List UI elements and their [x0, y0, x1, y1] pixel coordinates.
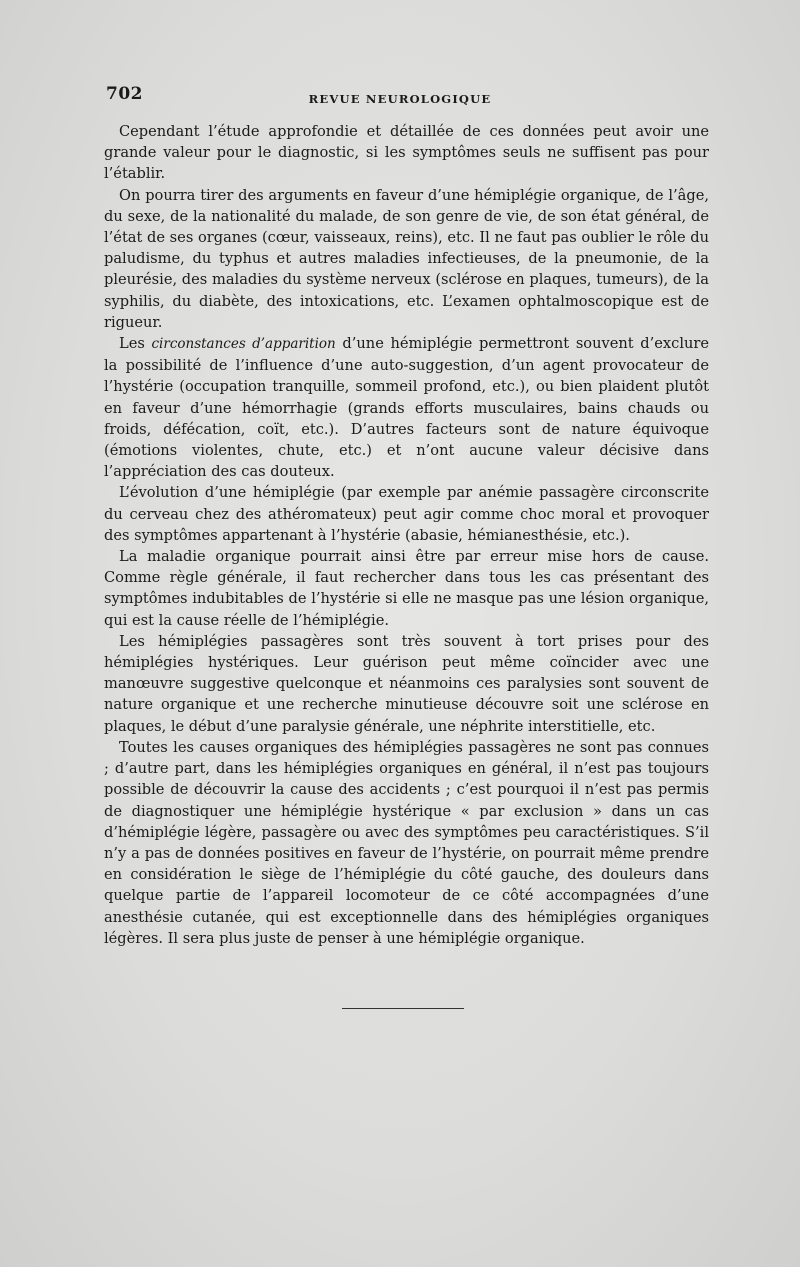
paragraph-4: L’évolution d’une hémiplégie (par exemple par anémie passagère circonscrite du cerveau chez des athéromateux) peut agir comme choc moral et provoquer des symptômes appartenant à l’hystérie (abasie, hémianesthésie, etc.).: [104, 484, 709, 544]
end-rule: [342, 1008, 464, 1009]
paragraph-3-rest: d’une hémiplégie permettront souvent d’exclure la possibilité de l’influence d’une auto-suggestion, d’un agent provocateur de l’hystérie (occupation tranquille, sommeil profond, etc.), ou bien plaident plutôt en faveur d’une hémorrhagie (grands efforts musculaires, bains chauds ou froids, défécation, coït, etc.). D’autres facteurs sont de nature équivoque (émotions violentes, chute, etc.) et n’ont aucune valeur décisive dans l’appréciation des cas douteux.: [104, 335, 709, 481]
paragraph-7: Toutes les causes organiques des hémiplégies passagères ne sont pas connues ; d’autre part, dans les hémiplégies organiques en général, il n’est pas toujours possible de découvrir la cause des accidents ; c’est pourquoi il n’est pas permis de diagnostiquer une hémiplégie hystérique « par exclusion » dans un cas d’hémiplégie légère, passagère ou avec des symptômes peu caractéristiques. S’il n’y a pas de données positives en faveur de l’hystérie, on pourrait même prendre en considération le siège de l’hémiplégie du côté gauche, des douleurs dans quelque partie de l’appareil locomoteur de ce côté accompagnées d’une anesthésie cutanée, qui est exceptionnelle dans des hémiplégies organiques légères. Il sera plus juste de penser à une hémiplégie organique.: [104, 738, 709, 947]
paragraph-3-italic: circonstances d’apparition: [151, 336, 336, 353]
paragraph-6: Les hémiplégies passagères sont très souvent à tort prises pour des hémiplégies hystériques. Leur guérison peut même coïncider avec une manœuvre suggestive quelconque et néanmoins ces paralysies sont souvent de nature organique et une recherche minutieuse découvre soit une sclérose en plaques, le début d’une paralysie générale, une néphrite interstitielle, etc.: [104, 632, 709, 735]
paragraph-2: On pourra tirer des arguments en faveur d’une hémiplégie organique, de l’âge, du sexe, de la nationalité du malade, de son genre de vie, de son état général, de l’état de ses organes (cœur, vaisseaux, reins), etc. Il ne faut pas oublier le rôle du paludisme, du typhus et autres maladies infectieuses, de la pneumonie, de la pleurésie, des maladies du système nerveux (sclérose en plaques, tumeurs), de la syphilis, du diabète, des intoxications, etc. L’examen ophtalmoscopique est de rigueur.: [104, 186, 709, 331]
paragraph-3: [104, 333, 709, 482]
paragraph-1: Cependant l’étude approfondie et détaillée de ces données peut avoir une grande valeur pour le diagnostic, si les symptômes seuls ne suffisent pas pour l’établir.: [104, 123, 709, 183]
paragraph-3-lead: Les: [119, 335, 152, 353]
page-number: 702: [106, 84, 143, 104]
running-head: REVUE NEUROLOGIQUE: [308, 92, 492, 106]
paragraph-5: La maladie organique pourrait ainsi être par erreur mise hors de cause. Comme règle générale, il faut rechercher dans tous les cas présentant des symptômes indubitables de l’hystérie si elle ne masque pas une lésion organique, qui est la cause réelle de l’hémiplégie.: [104, 548, 709, 629]
article-body: [104, 121, 709, 949]
